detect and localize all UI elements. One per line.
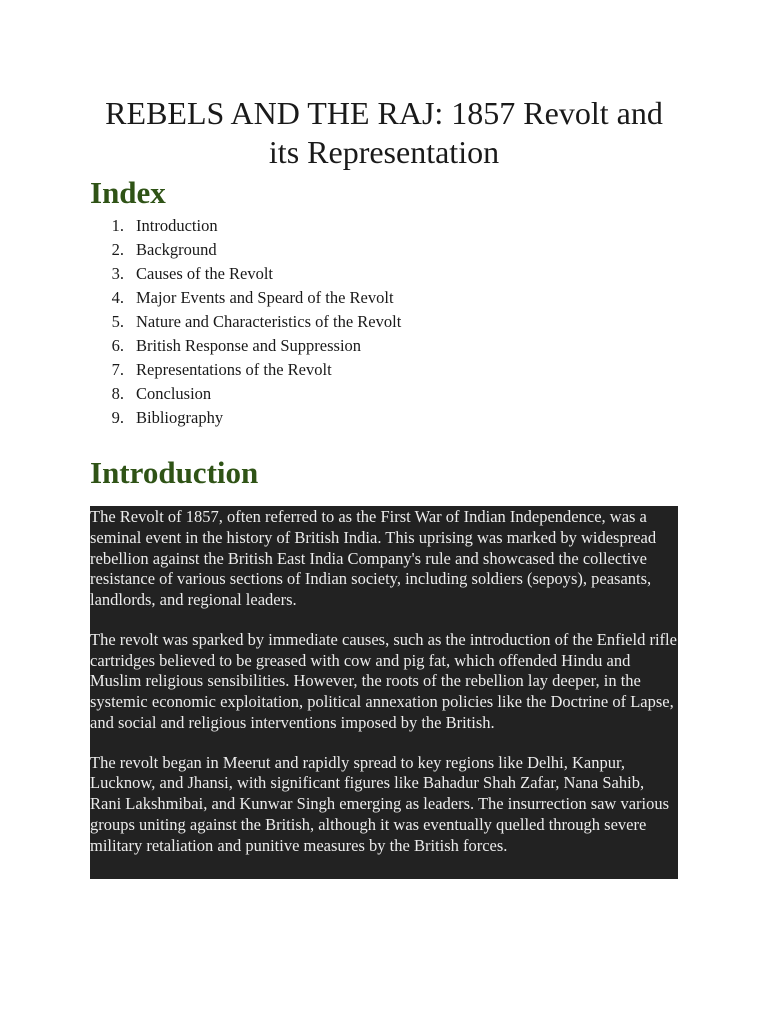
index-item-number: 9. [111,408,124,427]
index-item-label: Causes of the Revolt [136,264,274,283]
index-item-number: 3. [111,264,124,283]
index-item [90,214,401,238]
index-item-number: 1. [111,216,124,235]
index-item [90,334,401,358]
introduction-paragraph: The revolt was sparked by immediate causes, such as the introduction of the Enfield rifle cartridges believed to be greased with cow and pig fat, which offended Hindu and Muslim religious sensibilities. However, the roots of the rebellion lay deeper, in the systemic economic exploitation, political annexation policies like the Doctrine of Lapse, and social and religious interventions imposed by the British. [90,629,677,732]
introduction-heading: Introduction [90,455,259,490]
index-item-number: 2. [111,240,124,259]
index-item [90,238,401,262]
document-title: REBELS AND THE RAJ: 1857 Revolt and its Representation [105,95,663,170]
index-item-label: British Response and Suppression [136,336,362,355]
index-list [90,214,401,430]
index-item-number: 7. [111,360,124,379]
index-item-label: Introduction [136,216,218,235]
index-item-label: Bibliography [136,408,224,427]
index-item [90,358,401,382]
index-item [90,382,401,406]
index-item-label: Background [136,240,217,259]
index-item [90,286,401,310]
introduction-text-block [90,506,678,879]
index-item-label: Major Events and Speard of the Revolt [136,288,394,307]
index-item [90,310,401,334]
index-item [90,406,401,430]
index-item-label: Nature and Characteristics of the Revolt [136,312,402,331]
index-item-label: Representations of the Revolt [136,360,332,379]
index-item-number: 6. [111,336,124,355]
introduction-paragraph: The revolt began in Meerut and rapidly spread to key regions like Delhi, Kanpur, Lucknow, and Jhansi, with significant figures like Bahadur Shah Zafar, Nana Sahib, Rani Lakshmibai, and Kunwar Singh emerging as leaders. The insurrection saw various groups uniting against the British, although it was eventually quelled through severe military retaliation and punitive measures by the British forces. [90,752,670,855]
index-item-label: Conclusion [136,384,212,403]
index-item-number: 8. [111,384,124,403]
index-item-number: 4. [111,288,124,307]
introduction-paragraph: The Revolt of 1857, often referred to as the First War of Indian Independence, was a seminal event in the history of British India. This uprising was marked by widespread rebellion against the British East India Company's rule and showcased the collective resistance of various sections of Indian society, including soldiers (sepoys), peasants, landlords, and regional leaders. [90,507,657,609]
index-item-number: 5. [111,312,124,331]
index-heading: Index [90,175,166,210]
index-item [90,262,401,286]
